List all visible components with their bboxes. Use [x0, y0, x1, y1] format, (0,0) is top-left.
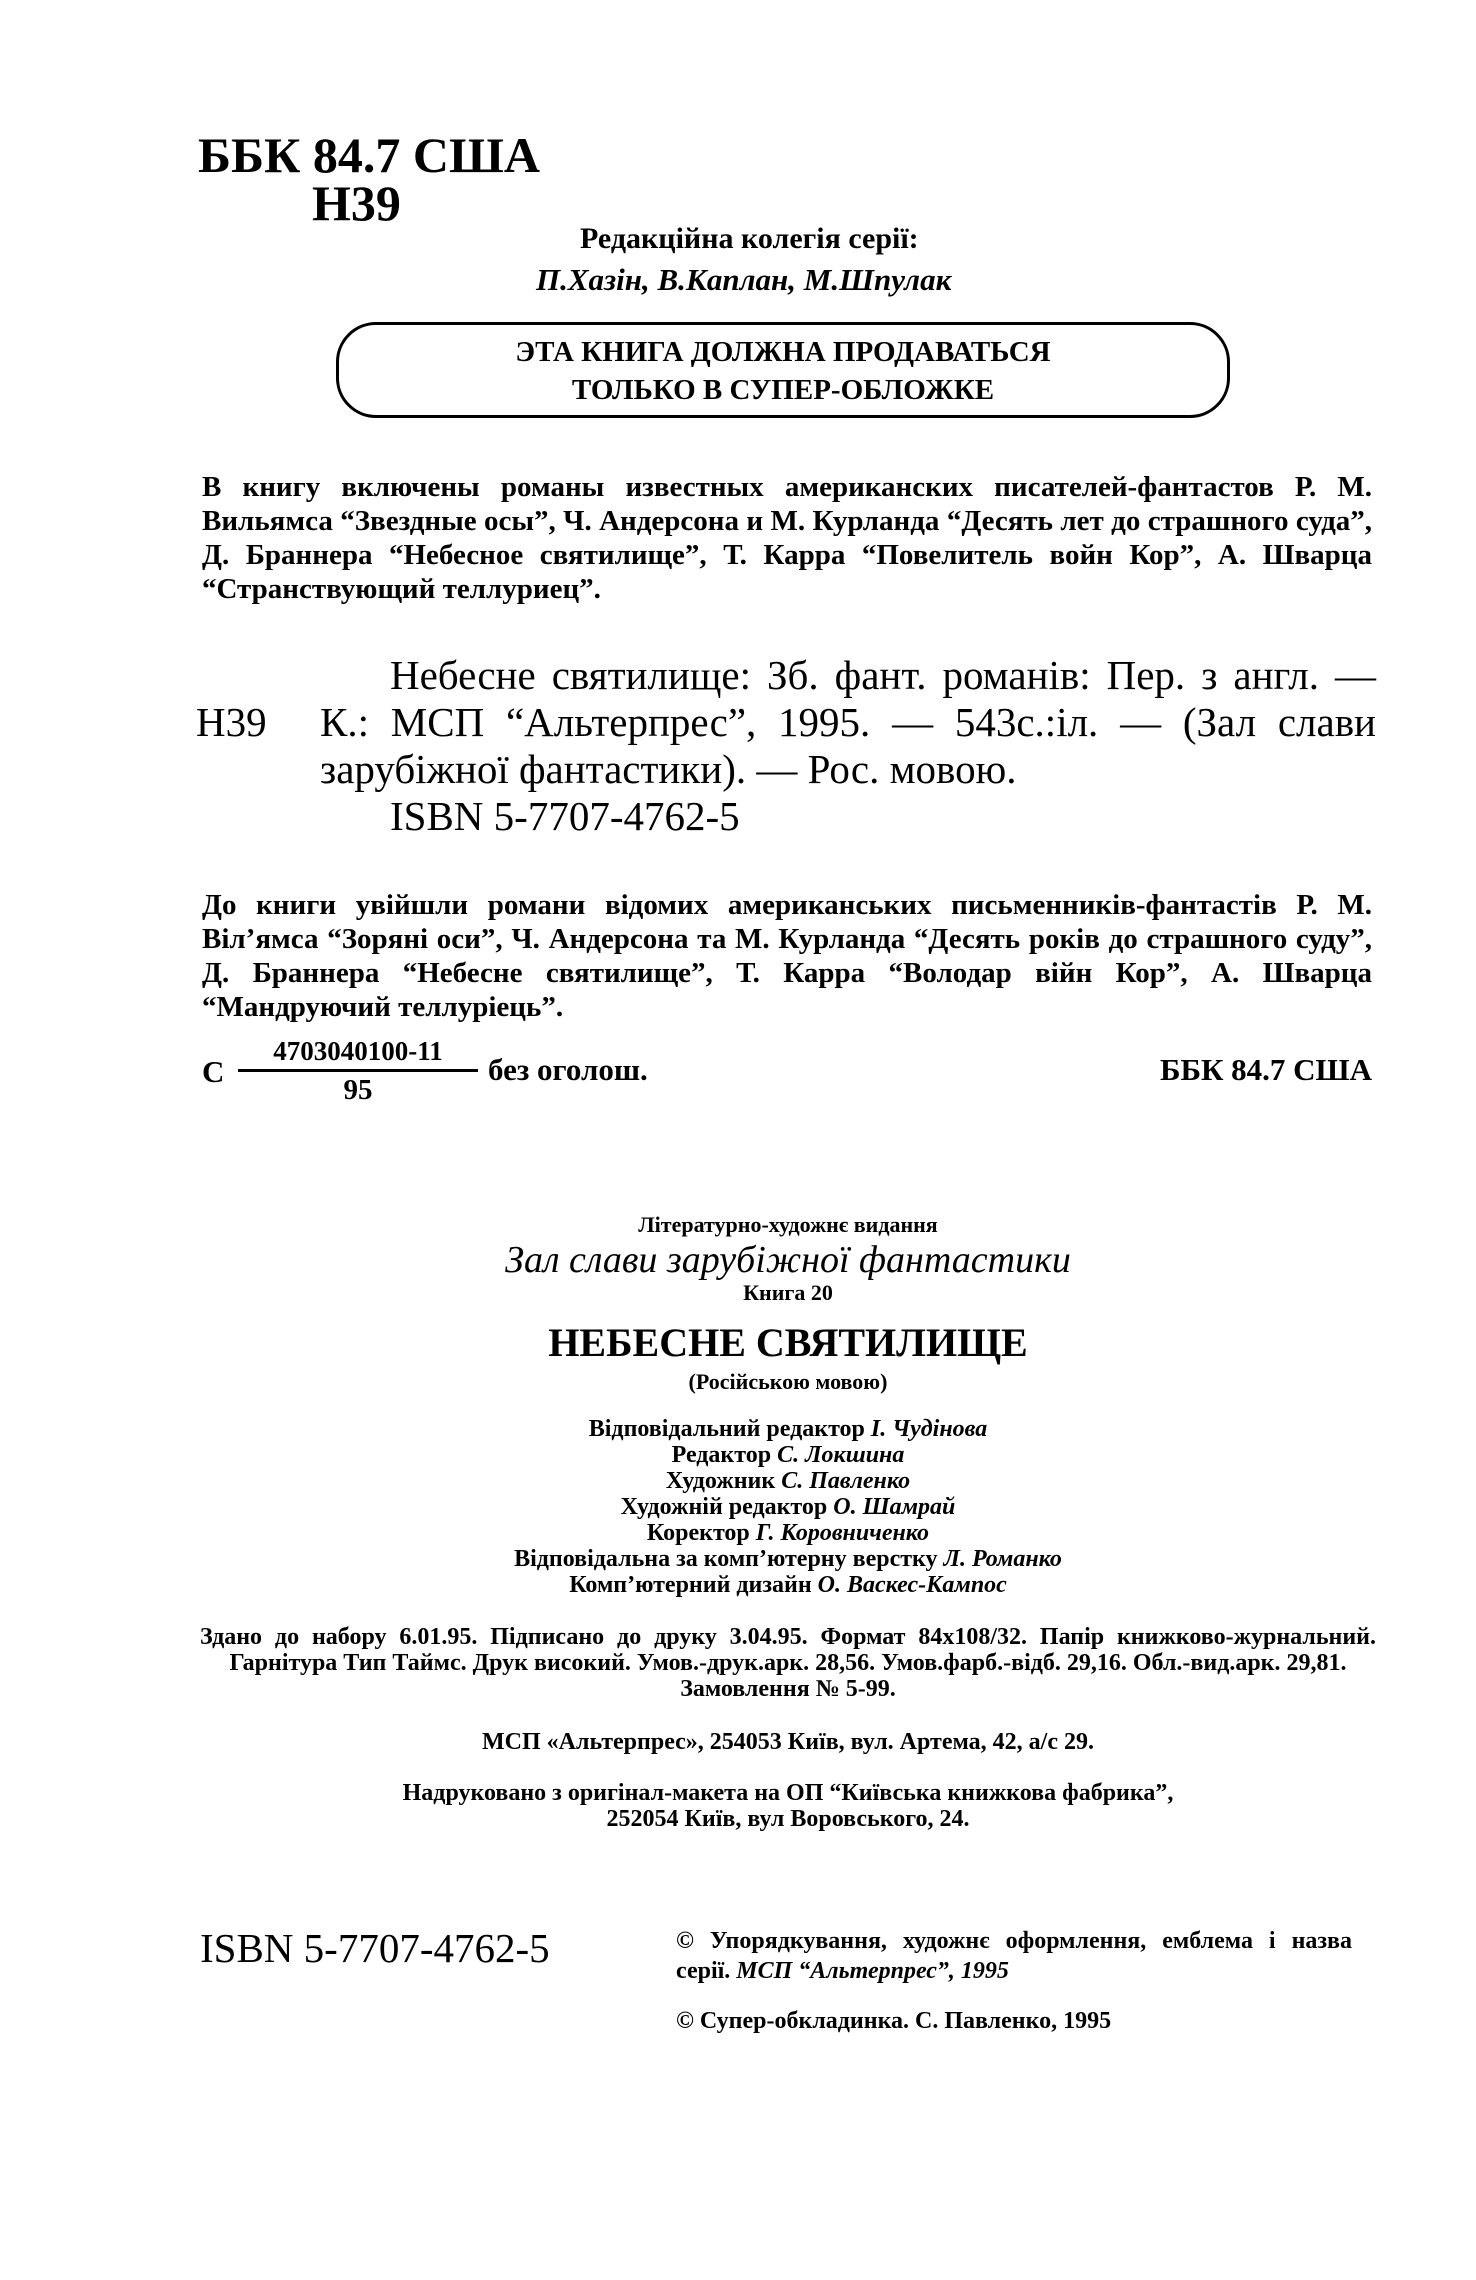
- credit-role: Художник: [665, 1468, 776, 1494]
- credit-row: [200, 1494, 1376, 1520]
- editorial-board-label: Редакційна колегія серії:: [580, 222, 919, 255]
- book-title: НЕБЕСНЕ СВЯТИЛИЩЕ: [548, 1320, 1028, 1365]
- print-data: Здано до набору 6.01.95. Підписано до друку 3.04.95. Формат 84х108/32. Папір книжково-журнальний. Гарнітура Тип Таймс. Друк високий. Умов.-друк.арк. 28,56. Умов.фарб.-відб. 29,16. Обл.-вид.арк. 29,81.: [200, 1624, 1376, 1676]
- credit-name: С. Павленко: [781, 1468, 911, 1494]
- book-language: (Російською мовою): [688, 1369, 888, 1394]
- book-number: Книга 20: [743, 1280, 833, 1305]
- code-note: без оголош.: [488, 1052, 648, 1087]
- credit-role: Художній редактор: [620, 1494, 828, 1520]
- credit-role: Відповідальна за комп’ютерну верстку: [514, 1546, 938, 1572]
- credit-row: [200, 1572, 1376, 1598]
- annotation-russian: В книгу включены романы известных американских писателей-фантастов Р. М. Вильямса “Звездные осы”, Ч. Андерсона и М. Курланда “Десять лет до страшного суда”, Д. Браннера “Небесное святилище”, Т. Карра “Повелитель войн Кор”, А. Шварца “Странствующий теллуриец”.: [202, 471, 1372, 605]
- credit-row: [200, 1520, 1376, 1546]
- credit-name: О. Шамрай: [833, 1494, 956, 1520]
- credit-role: Редактор: [671, 1442, 772, 1468]
- supercover-notice: [336, 322, 1230, 418]
- credits-list: [200, 1416, 1376, 1598]
- isbn-bottom: ISBN 5-7707-4762-5: [200, 1925, 550, 1971]
- printer-line-2: 252054 Київ, вул Воровського, 24.: [606, 1806, 970, 1832]
- series-title: Зал слави зарубіжної фантастики: [505, 1239, 1071, 1281]
- edition-type: Літературно-художнє видання: [638, 1212, 938, 1237]
- catalog-card-text: Небесне святилище: Зб. фант. романів: Пер. з англ. — К.: МСП “Альтерпрес”, 1995. — 543с.:іл. — (Зал слави зарубіжної фантастики). — Рос. мовою.: [320, 652, 1376, 792]
- annotation-ukrainian: До книги увійшли романи відомих американських письменників-фантастів Р. М. Віл’ямса “Зоряні оси”, Ч. Андерсона та М. Курланда “Десять років до страшного суду”, Д. Браннера “Небесне святилище”, Т. Карра “Володар війн Кор”, А. Шварца “Мандруючий теллуріець”.: [202, 889, 1372, 1023]
- copyright-cover: © Супер-обкладинка. С. Павленко, 1995: [676, 2008, 1112, 2034]
- credit-name: Г. Коровниченко: [755, 1520, 930, 1546]
- code-numerator: 4703040100-11: [238, 1036, 478, 1072]
- notice-line-1: ЭТА КНИГА ДОЛЖНА ПРОДАВАТЬСЯ: [515, 336, 1051, 368]
- notice-line-2: ТОЛЬКО В СУПЕР-ОБЛОЖКЕ: [571, 374, 995, 406]
- credit-row: [200, 1416, 1376, 1442]
- impressum: [200, 1210, 1376, 1832]
- bbk-classification: ББК 84.7 США: [198, 127, 540, 183]
- credit-row: [200, 1468, 1376, 1494]
- author-sign: Н39: [312, 175, 401, 231]
- credit-row: [200, 1546, 1376, 1572]
- credit-name: І. Чудінова: [870, 1416, 988, 1442]
- code-letter: С: [202, 1054, 225, 1089]
- editorial-board-names: П.Хазін, В.Каплан, М.Шпулак: [536, 262, 952, 297]
- bbk-classification-bottom: ББК 84.7 США: [1159, 1052, 1372, 1087]
- credit-row: [200, 1442, 1376, 1468]
- catalog-card-isbn: ISBN 5-7707-4762-5: [390, 793, 740, 839]
- code-denominator: 95: [343, 1074, 373, 1106]
- credit-name: С. Локшина: [777, 1442, 905, 1468]
- catalog-card-index: Н39: [196, 699, 267, 745]
- credit-name: О. Васкес-Кампос: [817, 1572, 1007, 1598]
- credit-role: Відповідальний редактор: [588, 1416, 865, 1442]
- credit-role: Коректор: [646, 1520, 750, 1546]
- copyright-design-text: © Упорядкування, художнє оформлення, емблема і назва серії.: [676, 1928, 1352, 1984]
- code-fraction: [238, 1036, 478, 1107]
- publisher-address: МСП «Альтерпрес», 254053 Київ, вул. Артема, 42, а/с 29.: [482, 1729, 1094, 1755]
- credit-role: Комп’ютерний дизайн: [569, 1572, 812, 1598]
- printer-line-1: Надруковано з оригінал-макета на ОП “Київська книжкова фабрика”,: [402, 1780, 1174, 1806]
- copyright-design: [676, 1926, 1352, 1986]
- credit-name: Л. Романко: [943, 1546, 1062, 1572]
- copyright-design-holder: МСП “Альтерпрес”, 1995: [736, 1958, 1009, 1984]
- order-number: Замовлення № 5-99.: [680, 1676, 896, 1702]
- printer-info: [200, 1780, 1376, 1832]
